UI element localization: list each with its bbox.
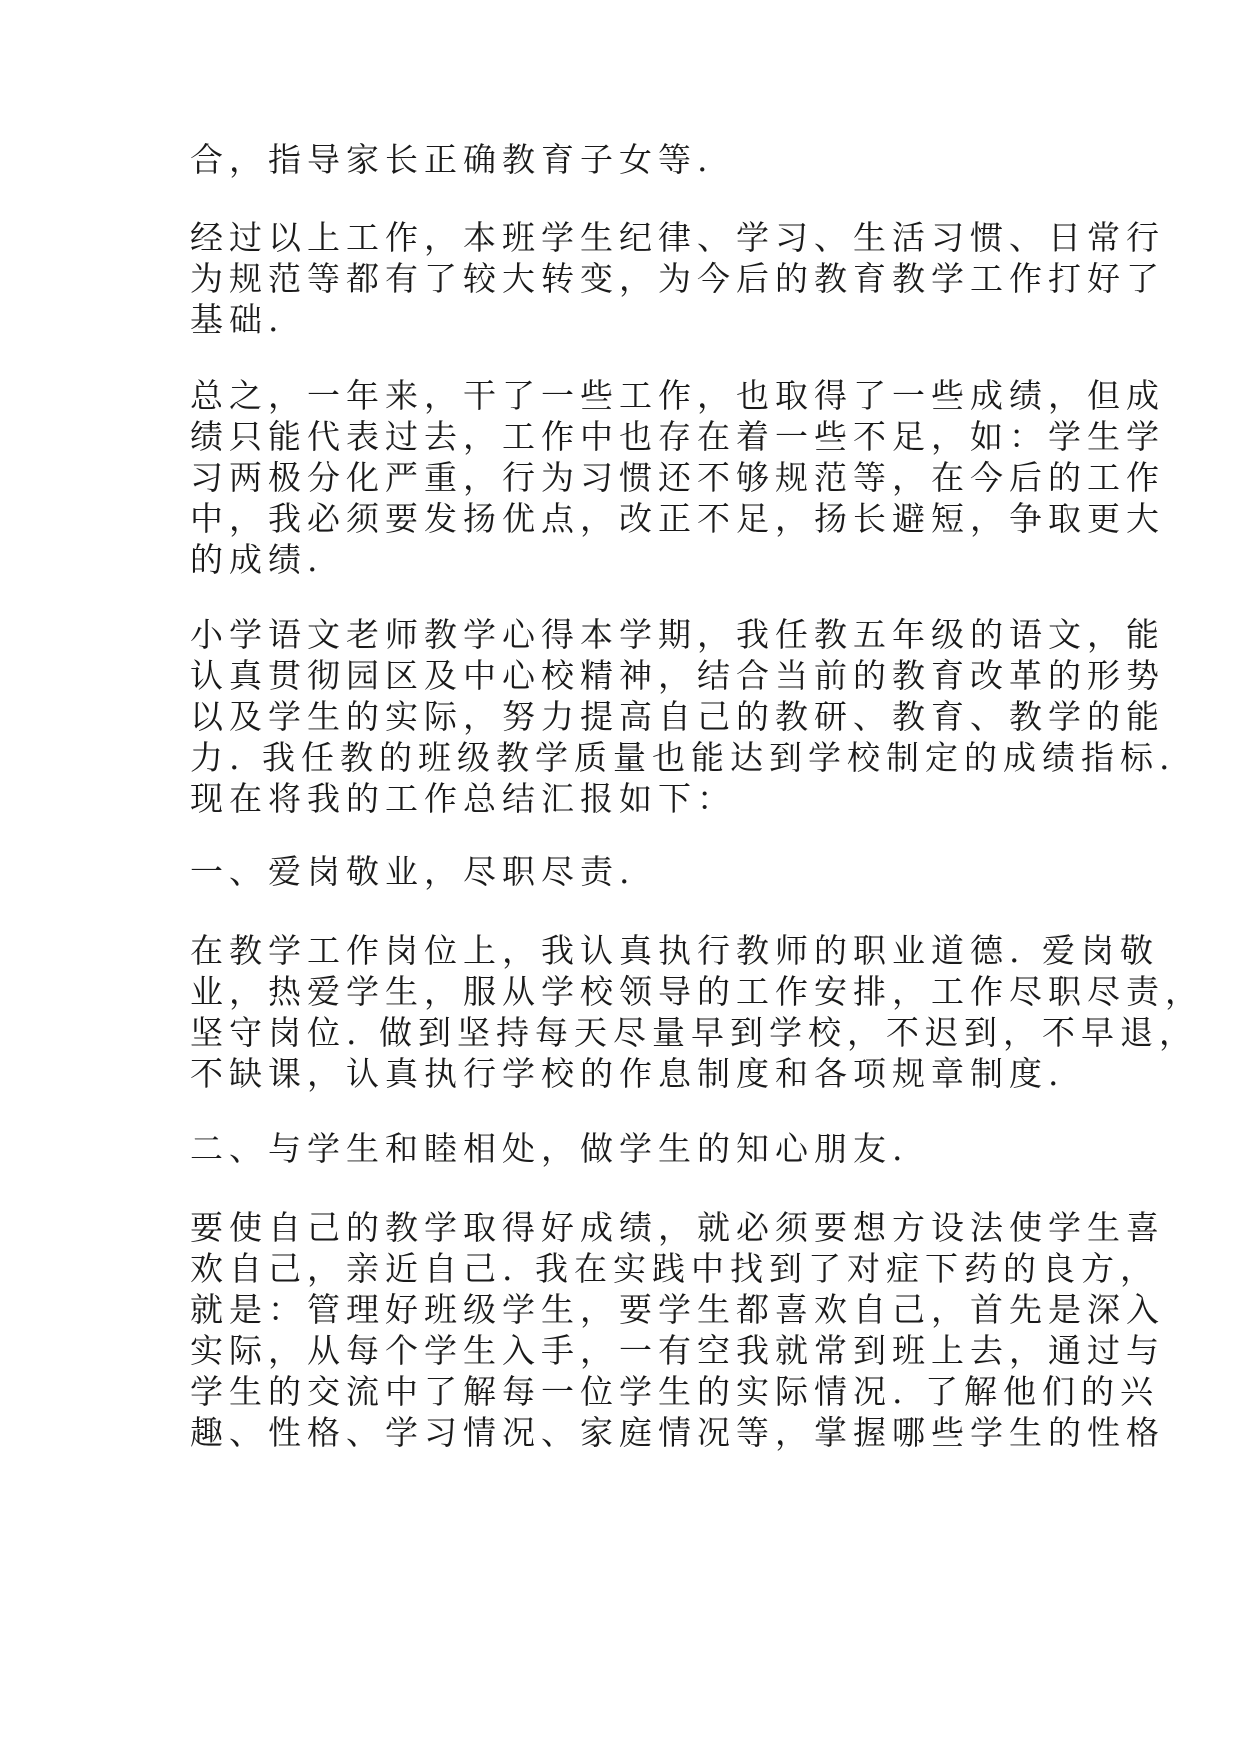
text-line: 现在将我的工作总结汇报如下：	[190, 779, 736, 818]
text-line: 一、爱岗敬业，尽职尽责.	[190, 852, 636, 891]
text-line: 不缺课，认真执行学校的作息制度和各项规章制度.	[190, 1054, 1065, 1093]
text-line: 经过以上工作，本班学生纪律、学习、生活习惯、日常行	[190, 218, 1165, 257]
text-line: 总之，一年来，干了一些工作，也取得了一些成绩，但成	[190, 376, 1165, 415]
text-line: 要使自己的教学取得好成绩，就必须要想方设法使学生喜	[190, 1208, 1165, 1247]
text-line: 习两极分化严重，行为习惯还不够规范等，在今后的工作	[190, 458, 1165, 497]
text-line: 力. 我任教的班级教学质量也能达到学校制定的成绩指标.	[190, 738, 1176, 777]
text-line: 欢自己，亲近自己. 我在实践中找到了对症下药的良方，	[190, 1249, 1159, 1288]
text-line: 中，我必须要发扬优点，改正不足，扬长避短，争取更大	[190, 499, 1165, 538]
text-line: 学生的交流中了解每一位学生的实际情况. 了解他们的兴	[190, 1372, 1159, 1411]
text-line: 绩只能代表过去，工作中也存在着一些不足，如：学生学	[190, 417, 1165, 456]
text-line: 二、与学生和睦相处，做学生的知心朋友.	[190, 1129, 909, 1168]
text-line: 基础.	[190, 300, 285, 339]
text-line: 以及学生的实际，努力提高自己的教研、教育、教学的能	[190, 697, 1165, 736]
text-line: 在教学工作岗位上，我认真执行教师的职业道德. 爱岗敬	[190, 931, 1159, 970]
text-line: 的成绩.	[190, 540, 324, 579]
text-line: 坚守岗位. 做到坚持每天尽量早到学校，不迟到，不早退，	[190, 1013, 1198, 1052]
text-line: 合，指导家长正确教育子女等.	[190, 140, 714, 179]
paragraph-1	[190, 139, 1070, 180]
text-line: 实际，从每个学生入手，一有空我就常到班上去，通过与	[190, 1331, 1165, 1370]
section-heading-2	[190, 1128, 1070, 1169]
text-line: 认真贯彻园区及中心校精神，结合当前的教育改革的形势	[190, 656, 1165, 695]
text-line: 业，热爱学生，服从学校领导的工作安排，工作尽职尽责，	[190, 972, 1204, 1011]
paragraph-3	[190, 375, 1165, 580]
paragraph-6	[190, 1207, 1165, 1453]
paragraph-2	[190, 217, 1165, 340]
section-heading-1	[190, 851, 1070, 892]
paragraph-5	[190, 930, 1204, 1094]
text-line: 为规范等都有了较大转变，为今后的教育教学工作打好了	[190, 259, 1165, 298]
text-line: 小学语文老师教学心得本学期，我任教五年级的语文，能	[190, 615, 1165, 654]
paragraph-4	[190, 614, 1176, 819]
text-line: 趣、性格、学习情况、家庭情况等，掌握哪些学生的性格	[190, 1413, 1165, 1452]
text-line: 就是：管理好班级学生，要学生都喜欢自己，首先是深入	[190, 1290, 1165, 1329]
